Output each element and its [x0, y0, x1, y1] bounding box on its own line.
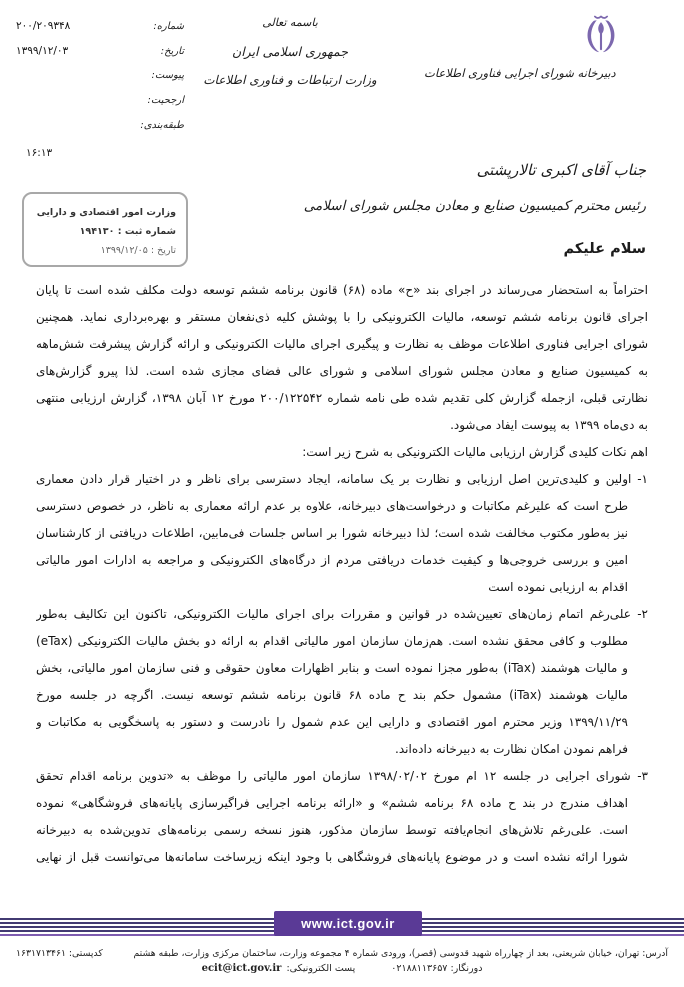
body-line: اقدام به ارزیابی نموده است	[488, 580, 628, 594]
body-line: امین و بررسی خروجی‌ها و کیفیت خدمات دریافتی مردم از درگاه‌های الکترونیکی و مراجعه به ادارات امور مالیاتی	[36, 553, 628, 567]
body-line: شورای اجرایی فناوری اطلاعات موظف به نظارت و پیگیری اجرای مالیات الکترونیکی و ارائه گزارش پیشرفت شش‌ماهه	[36, 337, 648, 351]
body-line: فراهم نمودن امکان نظارت به دبیرخانه داده‌اند.	[395, 742, 628, 756]
secretariat-title: دبیرخانه شورای اجرایی فناوری اطلاعات	[424, 66, 616, 80]
time-stamp: ۱۶:۱۳	[26, 147, 53, 159]
meta-row-priority	[16, 95, 184, 108]
meta-row-date	[16, 45, 184, 58]
salutation: سلام علیکم	[563, 241, 646, 257]
body-line: شورا ارائه نشده است و در موضوع پایانه‌های فروشگاهی با وجود اینکه زیرساخت سامانه‌ها می‌توانست قبل از نهایی	[36, 850, 628, 864]
ministry-title: وزارت ارتباطات و فناوری اطلاعات	[203, 73, 377, 87]
body-line: و مالیات هوشمند (iTax) به‌طور مجزا نموده است و بنابر اظهارات معاون حقوقی و فنی سازمان امور مالیاتی، بخش	[36, 661, 628, 675]
website-url: www.ict.gov.ir	[274, 911, 422, 936]
body-line: ۱۳۹۹/۱۱/۲۹ وزیر محترم امور اقتصادی و دارایی این عدم شمول را نادرست و دستور به پاسخگویی به مکاتبات و	[36, 715, 628, 729]
number-label: شماره:	[153, 21, 184, 32]
footer	[0, 948, 684, 974]
email-label: پست الکترونیکی:	[286, 963, 356, 974]
body-line: اهم نکات کلیدی گزارش ارزیابی مالیات الکترونیکی به شرح زیر است:	[302, 445, 648, 459]
number-value: ۲۰۰/۲۰۹۳۴۸	[16, 20, 71, 32]
bismillah: باسمه تعالی	[262, 16, 318, 29]
stamp-reg-date: تاریخ : ۱۳۹۹/۱۲/۰۵	[100, 245, 176, 256]
republic-title: جمهوری اسلامی ایران	[232, 44, 348, 59]
email-group	[202, 963, 356, 974]
recipient-name: جناب آقای اکبری تالارپشتی	[476, 161, 646, 179]
body-line: اهداف مندرج در بند ح ماده ۶۸ برنامه ششم» و «ارائه برنامه اجرایی فراگیرسازی پایانه‌های فروشگاهی» نموده	[36, 796, 629, 810]
attachment-label: پیوست:	[151, 70, 184, 81]
iran-emblem-icon	[582, 13, 620, 57]
postal-code: کدپستی: ۱۶۳۱۷۱۳۴۶۱	[16, 948, 103, 959]
recipient-title: رئیس محترم کمیسیون صنایع و معادن مجلس شورای اسلامی	[303, 198, 646, 214]
body-line: ۳- شورای اجرایی در جلسه ۱۲ ام مورخ ۱۳۹۸/۰۲/۰۲ سازمان امور مالیاتی را موظف به «تدوین برنامه اقدام تحقق	[36, 769, 648, 783]
body-line: نیز به‌طور مکتوب مخالفت شده است؛ لذا دبیرخانه شورا بر اساس جلسات فی‌مابین، اطلاعات دریافتی از کارشناسان	[36, 526, 628, 540]
body-line: به دی‌ماه ۱۳۹۹ به پیوست ایفاد می‌شود.	[450, 418, 648, 432]
body-line: اجرای قانون برنامه ششم توسعه، مالیات الکترونیکی را با پوشش کلیه ذی‌نفعان مستقر و بهره‌برداری نماید. همچنین	[36, 310, 648, 324]
website-bar	[0, 908, 684, 938]
body-line: مالیات هوشمند (iTax) مشمول حکم بند ح ماده ۶۸ قانون برنامه ششم توسعه نیست. اگرچه در جلسه مورخ	[36, 688, 628, 702]
letter-body	[36, 277, 648, 871]
registration-stamp	[22, 192, 188, 267]
stamp-reg-number: شماره ثبت : ۱۹۴۱۳۰	[79, 226, 176, 237]
address: آدرس: تهران، خیابان شریعتی، بعد از چهارراه شهید قدوسی (قصر)، ورودی شماره ۴ مجموعه وزارت، ساختمان مرکزی وزارت، طبقه هشتم	[133, 948, 668, 959]
body-line: به کمیسیون صنایع و معادن مجلس شورای اسلامی و شورای عالی فضای مجازی شده است. لذا پیرو گزارش‌های	[36, 364, 648, 378]
body-line: نظارتی قبلی، ازجمله گزارش کلی تقدیم شده طی نامه شماره ۲۰۰/۱۲۲۵۴۲ مورخ ۱۲ آبان ۱۳۹۸، گزارش ارزیابی منتهی	[36, 391, 648, 405]
body-line: مطلوب و کافی محقق نشده است. هم‌زمان سازمان امور مالیاتی اقدام به ارائه دو بخش مالیات الکترونیکی (eTax)	[36, 634, 628, 648]
meta-row-attachment	[16, 70, 184, 83]
center-header	[178, 8, 402, 95]
body-line: ۲- علی‌رغم اتمام زمان‌های تعیین‌شده در قوانین و مقررات برای اجرای مالیات الکترونیکی، تاکنون این تکالیف به‌طور	[36, 607, 648, 621]
meta-row-number	[16, 20, 184, 33]
date-value: ۱۳۹۹/۱۲/۰۳	[16, 45, 69, 57]
priority-label: ارجحیت:	[147, 95, 184, 106]
body-line: طرح است که علیرغم مکاتبات و درخواست‌های دبیرخانه، علاوه بر عدم ارائه معماری به ناظر، در خصوص دسترسی	[36, 499, 628, 513]
stamp-org: وزارت امور اقتصادی و دارایی	[36, 207, 176, 218]
recipient-block	[304, 152, 646, 224]
body-line: احتراماً به استحضار می‌رساند در اجرای بند «ح» ماده (۶۸) قانون برنامه ششم توسعه دولت مکلف شده است تا پایان	[36, 283, 648, 297]
fax-number: دورنگار: ۰۲۱۸۸۱۱۳۶۵۷	[391, 963, 483, 974]
body-line: ۱- اولین و کلیدی‌ترین اصل ارزیابی و نظارت بر یک سامانه، ایجاد دسترسی برای ناظر و در اختیار قرار دادن معماری	[36, 472, 648, 486]
date-label: تاریخ:	[160, 46, 184, 57]
classification-label: طبقه‌بندی:	[140, 120, 184, 131]
meta-row-classification	[16, 120, 184, 133]
email-address: ecit@ict.gov.ir	[201, 963, 282, 974]
meta-block	[16, 20, 184, 145]
body-line: است. علی‌رغم تلاش‌های انجام‌یافته توسط سازمان مذکور، هنوز نسخه رسمی برنامه‌های تدوین‌شده به دبیرخانه	[36, 823, 628, 837]
